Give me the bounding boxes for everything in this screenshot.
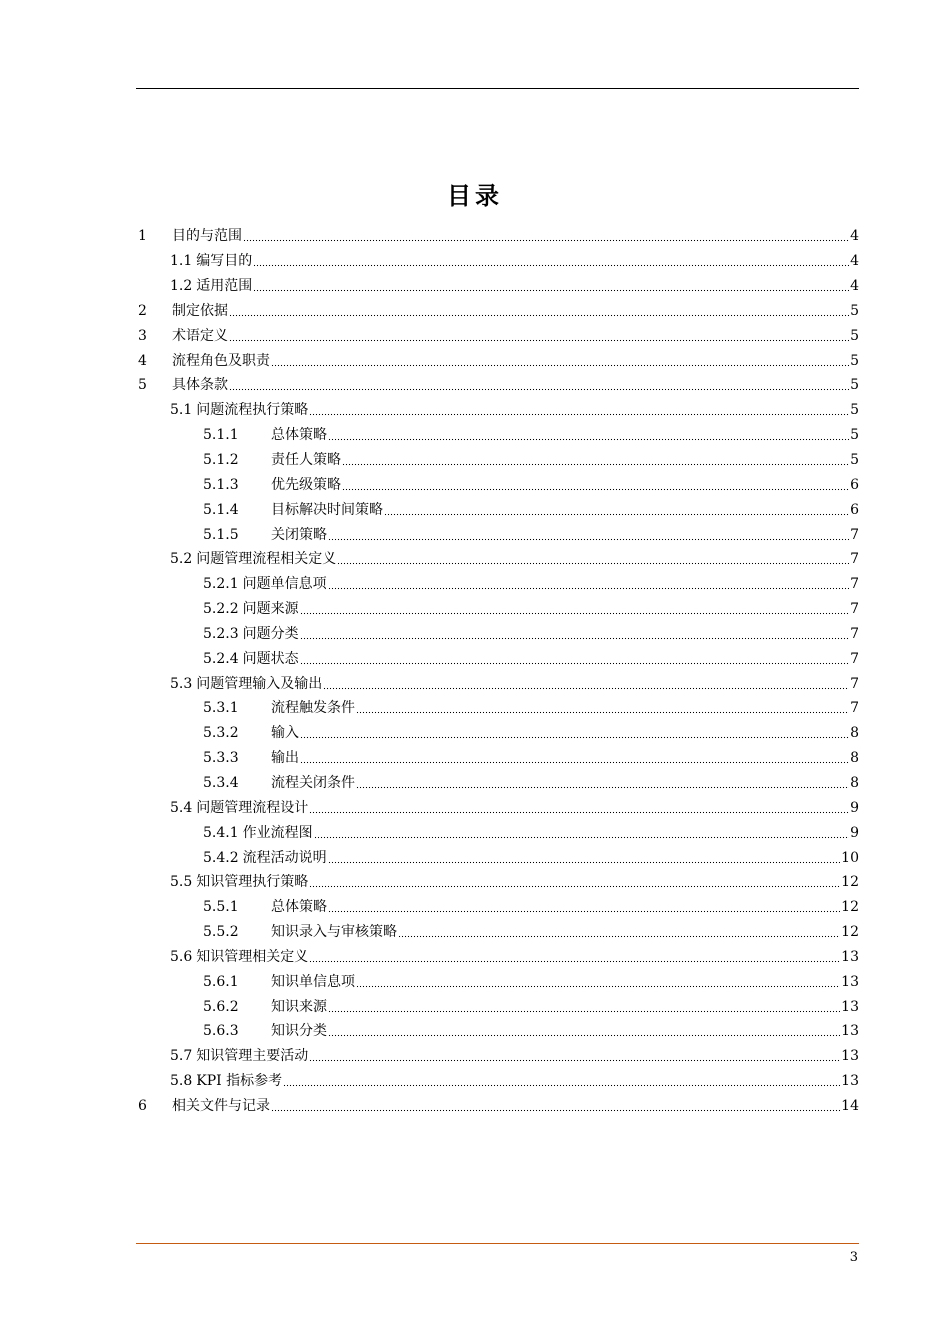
- toc-entry-page: 9: [850, 799, 859, 816]
- toc-entry[interactable]: [136, 423, 859, 448]
- toc-entry[interactable]: [136, 348, 859, 373]
- toc-entry-number: 5: [138, 377, 147, 394]
- toc-entry-label: 问题单信息项: [242, 576, 327, 593]
- toc-entry-number: 5.6.3: [203, 1023, 239, 1040]
- toc-entry-page: 13: [841, 1023, 859, 1040]
- dot-leader: [271, 355, 849, 367]
- toc-entry-number: 5.2.3: [203, 625, 239, 642]
- toc-entry-number: 6: [138, 1097, 147, 1114]
- toc-entry-page: 5: [850, 302, 859, 319]
- toc-entry-label: 知识管理主要活动: [196, 1048, 309, 1065]
- toc-entry-label: 流程关闭条件: [271, 774, 355, 791]
- toc-entry-label: 相关文件与记录: [172, 1097, 270, 1114]
- toc-entry-page: 13: [841, 1048, 859, 1065]
- toc-title: 目录: [447, 182, 503, 210]
- dot-leader: [356, 702, 849, 714]
- dot-leader: [300, 727, 849, 739]
- dot-leader: [328, 901, 840, 913]
- toc-entry-page: 7: [850, 601, 859, 618]
- dot-leader: [309, 876, 840, 888]
- toc-entry-page: 7: [850, 675, 859, 692]
- toc-entry-label: 目的与范围: [172, 228, 242, 245]
- toc-entry[interactable]: [136, 771, 859, 796]
- toc-entry[interactable]: [136, 373, 859, 398]
- toc-entry[interactable]: [136, 572, 859, 597]
- dot-leader: [300, 752, 849, 764]
- dot-leader: [253, 280, 849, 292]
- toc-entry-page: 5: [850, 402, 859, 419]
- toc-entry-number: 5.3.3: [203, 750, 239, 767]
- toc-entry-number: 5.3: [170, 675, 193, 692]
- toc-entry-page: 8: [850, 750, 859, 767]
- toc-entry-page: 7: [850, 551, 859, 568]
- toc-entry-number: 5.2: [170, 551, 193, 568]
- toc-entry-label: 问题管理流程相关定义: [196, 551, 337, 568]
- toc-entry-number: 5.8: [170, 1073, 193, 1090]
- dot-leader: [229, 305, 849, 317]
- toc-entry-page: 13: [841, 973, 859, 990]
- toc-entry-label: 流程活动说明: [242, 849, 327, 866]
- toc-entry[interactable]: [136, 299, 859, 324]
- dot-leader: [283, 1075, 840, 1087]
- toc-entry[interactable]: [136, 597, 859, 622]
- toc-entry-page: 10: [841, 849, 859, 866]
- toc-entry-label: KPI 指标参考: [196, 1073, 283, 1090]
- toc-entry-number: 1: [138, 228, 147, 245]
- toc-entry[interactable]: [136, 994, 859, 1019]
- dot-leader: [229, 379, 849, 391]
- toc-entry-page: 4: [850, 278, 859, 295]
- dot-leader: [384, 504, 849, 516]
- dot-leader: [271, 1100, 840, 1112]
- toc-entry-number: 5.2.2: [203, 601, 239, 618]
- dot-leader: [398, 926, 840, 938]
- toc-entry-number: 5.6.2: [203, 998, 239, 1015]
- toc-entry-number: 5.7: [170, 1048, 193, 1065]
- toc-entry-page: 6: [850, 476, 859, 493]
- toc-entry[interactable]: [136, 870, 859, 895]
- toc-entry-number: 5.5.1: [203, 899, 239, 916]
- toc-entry-page: 14: [841, 1097, 859, 1114]
- toc-entry[interactable]: [136, 795, 859, 820]
- dot-leader: [253, 255, 849, 267]
- toc-entry[interactable]: [136, 472, 859, 497]
- toc-entry-label: 适用范围: [196, 278, 253, 295]
- toc-entry[interactable]: [136, 721, 859, 746]
- toc-entry[interactable]: [136, 622, 859, 647]
- toc-entry-number: 4: [138, 352, 147, 369]
- toc-entry-number: 5.2.1: [203, 576, 239, 593]
- dot-leader: [328, 529, 849, 541]
- toc-entry-label: 知识管理执行策略: [196, 874, 309, 891]
- toc-entry-label: 流程触发条件: [271, 700, 355, 717]
- toc-entry-number: 5.3.2: [203, 725, 239, 742]
- toc-entry-label: 术语定义: [172, 327, 228, 344]
- dot-leader: [356, 976, 840, 988]
- toc-entry-page: 4: [850, 228, 859, 245]
- dot-leader: [328, 1025, 840, 1037]
- toc-entry-number: 1.1: [170, 253, 193, 270]
- toc-entry-page: 7: [850, 576, 859, 593]
- toc-entry-label: 编写目的: [196, 253, 253, 270]
- toc-entry-label: 问题管理输入及输出: [196, 675, 323, 692]
- toc-entry-page: 5: [850, 427, 859, 444]
- toc-entry-number: 5.1.2: [203, 452, 239, 469]
- toc-entry[interactable]: [136, 845, 859, 870]
- toc-entry-number: 3: [138, 327, 147, 344]
- toc-entry[interactable]: [136, 323, 859, 348]
- dot-leader: [342, 454, 849, 466]
- toc-entry-number: 5.6: [170, 948, 193, 965]
- table-of-contents: [136, 224, 859, 1118]
- toc-entry[interactable]: [136, 274, 859, 299]
- dot-leader: [309, 404, 849, 416]
- dot-leader: [300, 603, 849, 615]
- toc-entry[interactable]: [136, 1069, 859, 1094]
- toc-entry-number: 5.3.1: [203, 700, 239, 717]
- toc-entry[interactable]: [136, 1094, 859, 1119]
- toc-entry-page: 5: [850, 327, 859, 344]
- toc-entry-page: 5: [850, 377, 859, 394]
- toc-entry-number: 5.1.3: [203, 476, 239, 493]
- dot-leader: [342, 479, 849, 491]
- toc-entry-number: 5.4: [170, 799, 193, 816]
- toc-entry-label: 问题分类: [242, 625, 299, 642]
- toc-entry[interactable]: [136, 448, 859, 473]
- toc-entry-label: 责任人策略: [271, 452, 341, 469]
- dot-leader: [328, 852, 841, 864]
- toc-entry-label: 关闭策略: [271, 526, 327, 543]
- dot-leader: [328, 1001, 840, 1013]
- dot-leader: [337, 553, 849, 565]
- toc-entry-page: 6: [850, 501, 859, 518]
- toc-entry-number: 5.4.1: [203, 824, 239, 841]
- toc-entry-label: 知识录入与审核策略: [271, 924, 397, 941]
- toc-entry-label: 总体策略: [271, 899, 327, 916]
- toc-entry-page: 13: [841, 1073, 859, 1090]
- toc-entry-number: 5.4.2: [203, 849, 239, 866]
- toc-entry[interactable]: [136, 746, 859, 771]
- toc-entry-page: 7: [850, 700, 859, 717]
- toc-entry-page: 13: [841, 998, 859, 1015]
- header-rule: [136, 88, 859, 89]
- toc-entry-page: 9: [850, 824, 859, 841]
- toc-entry[interactable]: [136, 944, 859, 969]
- dot-leader: [328, 429, 849, 441]
- toc-entry-label: 输出: [271, 750, 299, 767]
- toc-entry-number: 5.1: [170, 402, 193, 419]
- toc-entry-label: 问题来源: [242, 601, 299, 618]
- dot-leader: [300, 653, 849, 665]
- dot-leader: [309, 1050, 840, 1062]
- toc-entry-number: 5.1.4: [203, 501, 239, 518]
- toc-entry-number: 5.6.1: [203, 973, 239, 990]
- toc-entry-label: 流程角色及职责: [172, 352, 270, 369]
- toc-entry-label: 问题流程执行策略: [196, 402, 309, 419]
- toc-entry-page: 7: [850, 650, 859, 667]
- toc-entry[interactable]: [136, 969, 859, 994]
- dot-leader: [300, 628, 849, 640]
- toc-entry-label: 输入: [271, 725, 299, 742]
- dot-leader: [323, 678, 849, 690]
- footer-rule: [136, 1243, 859, 1244]
- toc-entry-label: 具体条款: [172, 377, 228, 394]
- toc-entry-number: 2: [138, 302, 147, 319]
- toc-entry-page: 7: [850, 625, 859, 642]
- toc-entry-page: 4: [850, 253, 859, 270]
- toc-entry-page: 5: [850, 352, 859, 369]
- toc-entry-label: 知识管理相关定义: [196, 948, 309, 965]
- toc-entry-number: 5.1.5: [203, 526, 239, 543]
- toc-entry[interactable]: [136, 1044, 859, 1069]
- dot-leader: [309, 951, 840, 963]
- toc-entry-label: 制定依据: [172, 302, 228, 319]
- toc-entry[interactable]: [136, 820, 859, 845]
- page-number: 3: [849, 1250, 858, 1265]
- toc-entry-number: 5.5: [170, 874, 193, 891]
- dot-leader: [328, 578, 849, 590]
- toc-entry-page: 8: [850, 774, 859, 791]
- toc-entry-page: 7: [850, 526, 859, 543]
- toc-entry-page: 13: [841, 948, 859, 965]
- toc-entry-label: 问题管理流程设计: [196, 799, 309, 816]
- toc-entry-label: 知识分类: [271, 1023, 327, 1040]
- toc-entry[interactable]: [136, 224, 859, 249]
- dot-leader: [309, 802, 849, 814]
- toc-entry[interactable]: [136, 497, 859, 522]
- toc-entry[interactable]: [136, 522, 859, 547]
- dot-leader: [229, 330, 849, 342]
- dot-leader: [314, 827, 849, 839]
- toc-entry[interactable]: [136, 920, 859, 945]
- toc-entry[interactable]: [136, 671, 859, 696]
- toc-entry[interactable]: [136, 249, 859, 274]
- toc-entry-label: 优先级策略: [271, 476, 341, 493]
- toc-entry-number: 5.1.1: [203, 427, 239, 444]
- dot-leader: [243, 230, 849, 242]
- toc-entry[interactable]: [136, 696, 859, 721]
- toc-entry[interactable]: [136, 547, 859, 572]
- toc-entry[interactable]: [136, 895, 859, 920]
- toc-entry-page: 12: [841, 899, 859, 916]
- toc-entry[interactable]: [136, 646, 859, 671]
- toc-entry-number: 5.5.2: [203, 924, 239, 941]
- toc-entry-page: 5: [850, 452, 859, 469]
- toc-entry-label: 总体策略: [271, 427, 327, 444]
- toc-entry-label: 知识来源: [271, 998, 327, 1015]
- toc-entry-label: 作业流程图: [242, 824, 313, 841]
- toc-entry-number: 1.2: [170, 278, 193, 295]
- toc-entry-label: 目标解决时间策略: [271, 501, 383, 518]
- toc-entry[interactable]: [136, 1019, 859, 1044]
- toc-entry-page: 12: [841, 924, 859, 941]
- toc-entry-page: 8: [850, 725, 859, 742]
- toc-entry-label: 问题状态: [242, 650, 299, 667]
- toc-entry[interactable]: [136, 398, 859, 423]
- toc-entry-label: 知识单信息项: [271, 973, 355, 990]
- toc-entry-number: 5.3.4: [203, 774, 239, 791]
- toc-entry-page: 12: [841, 874, 859, 891]
- dot-leader: [356, 777, 849, 789]
- toc-entry-number: 5.2.4: [203, 650, 239, 667]
